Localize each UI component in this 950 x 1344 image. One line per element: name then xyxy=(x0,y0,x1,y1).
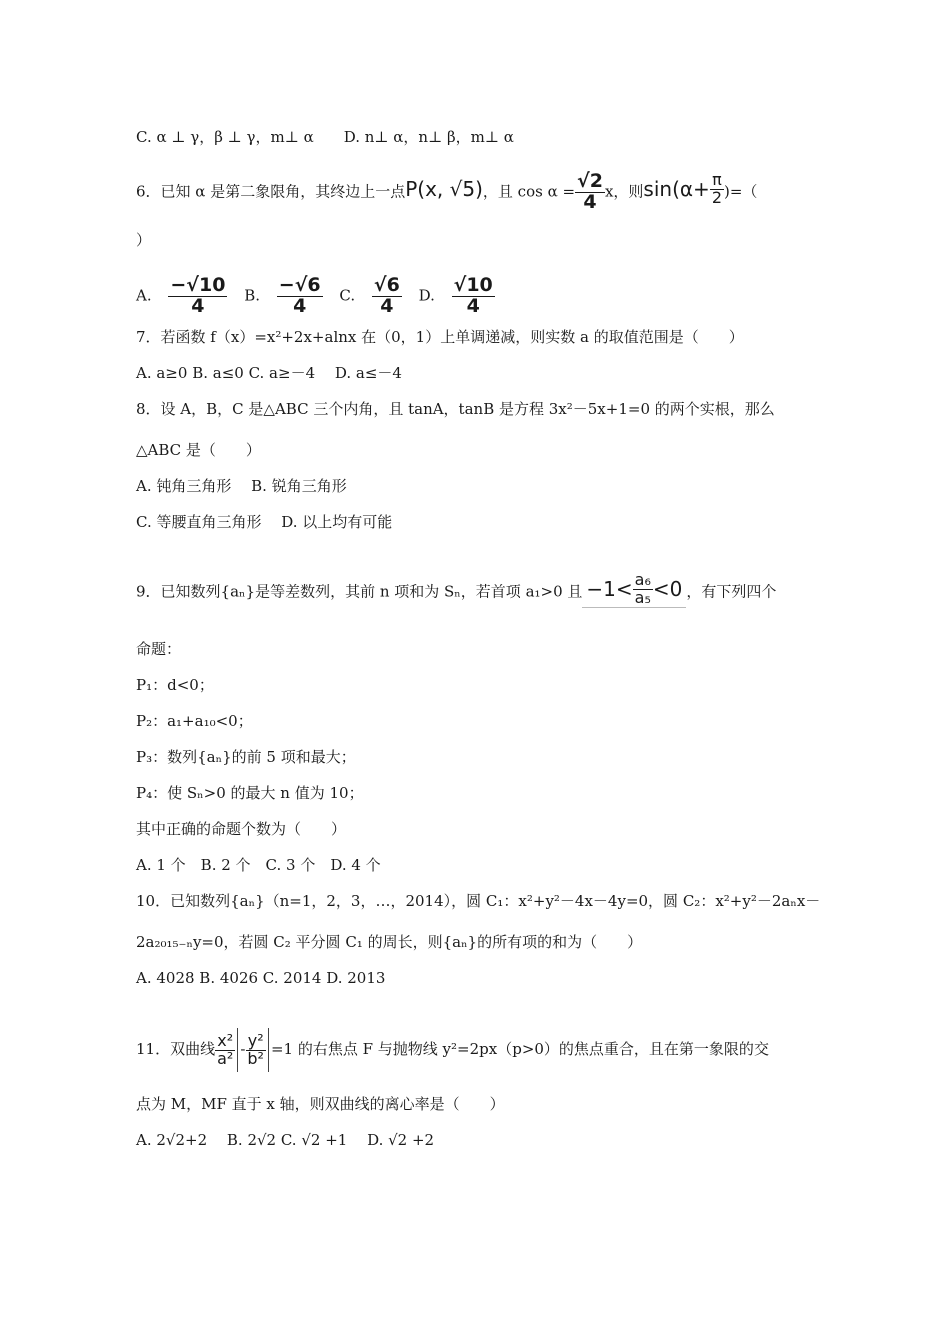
q6-opt-d-label: D. xyxy=(418,286,435,305)
q11-a2: a² xyxy=(217,1048,234,1068)
q6-sin: sin(α+ xyxy=(643,177,710,202)
q11-x2-over-a2 xyxy=(215,1030,235,1068)
q11-options: A. 2√2+2 B. 2√2 C. √2 +1 D. √2 +2 xyxy=(136,1131,435,1149)
q7-options: A. a≥0 B. a≤0 C. a≥－4 D. a≤－4 xyxy=(136,364,402,382)
q9-propositions-label: 命题： xyxy=(136,640,182,658)
q6-text-c: x，则 xyxy=(604,182,644,201)
q10-options: A. 4028 B. 4026 C. 2014 D. 2013 xyxy=(136,969,386,987)
q7-stem: 7．若函数 f（x）=x²+2x+alnx 在（0，1）上单调递减，则实数 a 的取值范围是（ ） xyxy=(136,328,744,346)
q8-options-ab: A. 钝角三角形 B. 锐角三角形 xyxy=(136,477,347,495)
q11-minus: - xyxy=(240,1040,246,1058)
q9-left: −1< xyxy=(586,577,633,602)
q11-stem xyxy=(136,1028,769,1072)
q6-cos-fraction xyxy=(575,172,605,213)
q9-ratio-inequality xyxy=(582,572,686,608)
q6-text-d: )=（ xyxy=(724,182,758,201)
q5-options-cd: C. α ⊥ γ，β ⊥ γ，m⊥ α D. n⊥ α，n⊥ β，m⊥ α xyxy=(136,128,514,146)
q6-sin-expr xyxy=(643,172,724,207)
q11-b2: b² xyxy=(247,1048,264,1068)
q10-stem-b: 2a₂₀₁₅₋ₙy=0，若圆 C₂ 平分圆 C₁ 的周长，则{aₙ}的所有项的和为（ ） xyxy=(136,933,643,951)
q6-pi-over-2 xyxy=(710,172,724,207)
q9-ratio xyxy=(633,572,653,607)
q9-question: 其中正确的命题个数为（ ） xyxy=(136,820,347,838)
q6-point-p: P(x, √5) xyxy=(405,177,483,202)
q11-x2: x² xyxy=(217,1030,234,1050)
q6-opt-c-value: $\frac{√6}{4}$ xyxy=(373,274,400,317)
q9-stem xyxy=(136,572,776,608)
q6-opt-c-label: C. xyxy=(339,286,356,305)
q6-opt-a-value: $\frac{-√10}{4}$ xyxy=(170,274,226,317)
q11-y2-over-b2 xyxy=(245,1030,266,1068)
q8-stem: 8．设 A，B，C 是△ABC 三个内角，且 tanA，tanB 是方程 3x²－5x+1=0 的两个实根，那么 xyxy=(136,400,775,418)
q6-opt-b-value: $\frac{-√6}{4}$ xyxy=(278,274,321,317)
q11-text-b: =1 的右焦点 F 与抛物线 y²=2px（p>0）的焦点重合，且在第一象限的交 xyxy=(270,1040,769,1058)
q6-opt-d-value: $\frac{√10}{4}$ xyxy=(453,274,493,317)
q6-opt-a-label: A. xyxy=(136,286,152,305)
q6-cos-num: √2 xyxy=(577,170,603,192)
q9-text-a: 9．已知数列{aₙ}是等差数列，其前 n 项和为 Sₙ，若首项 a₁>0 且 xyxy=(136,582,583,601)
q11-bar-right xyxy=(268,1028,269,1072)
q6-close-paren: ） xyxy=(136,231,152,249)
q9-p3: P₃：数列{aₙ}的前 5 项和最大； xyxy=(136,748,356,766)
q9-p1: P₁：d<0； xyxy=(136,676,214,694)
q6-pi: π xyxy=(712,170,722,190)
q11-bar-left xyxy=(237,1028,238,1072)
q11-stem-b: 点为 M，MF 直于 x 轴，则双曲线的离心率是（ ） xyxy=(136,1095,505,1113)
q9-num: a₆ xyxy=(634,570,651,589)
q11-text-a: 11．双曲线 xyxy=(136,1040,216,1058)
q10-stem: 10．已知数列{aₙ}（n=1，2，3，…，2014），圆 C₁：x²+y²－4x－4y=0，圆 C₂：x²+y²－2aₙx－ xyxy=(136,892,821,910)
q6-opt-b-label: B. xyxy=(244,286,261,305)
q9-right: <0 xyxy=(652,577,683,602)
q11-y2: y² xyxy=(247,1030,264,1050)
q9-den: a₅ xyxy=(634,587,651,607)
q9-text-b: ，有下列四个 xyxy=(686,582,777,601)
q8-options-cd: C. 等腰直角三角形 D. 以上均有可能 xyxy=(136,513,393,531)
q6-text-b: ，且 cos α = xyxy=(482,182,576,201)
q9-options: A. 1 个 B. 2 个 C. 3 个 D. 4 个 xyxy=(136,856,381,874)
q9-p2: P₂：a₁+a₁₀<0； xyxy=(136,712,253,730)
q6-stem xyxy=(136,172,757,213)
q6-text-a: 6．已知 α 是第二象限角，其终边上一点 xyxy=(136,182,406,201)
q6-two: 2 xyxy=(711,187,723,207)
q9-p4: P₄：使 Sₙ>0 的最大 n 值为 10； xyxy=(136,784,364,802)
q8-stem-b: △ABC 是（ ） xyxy=(136,441,261,459)
q6-cos-den: 4 xyxy=(583,190,597,213)
q6-options xyxy=(136,276,507,317)
